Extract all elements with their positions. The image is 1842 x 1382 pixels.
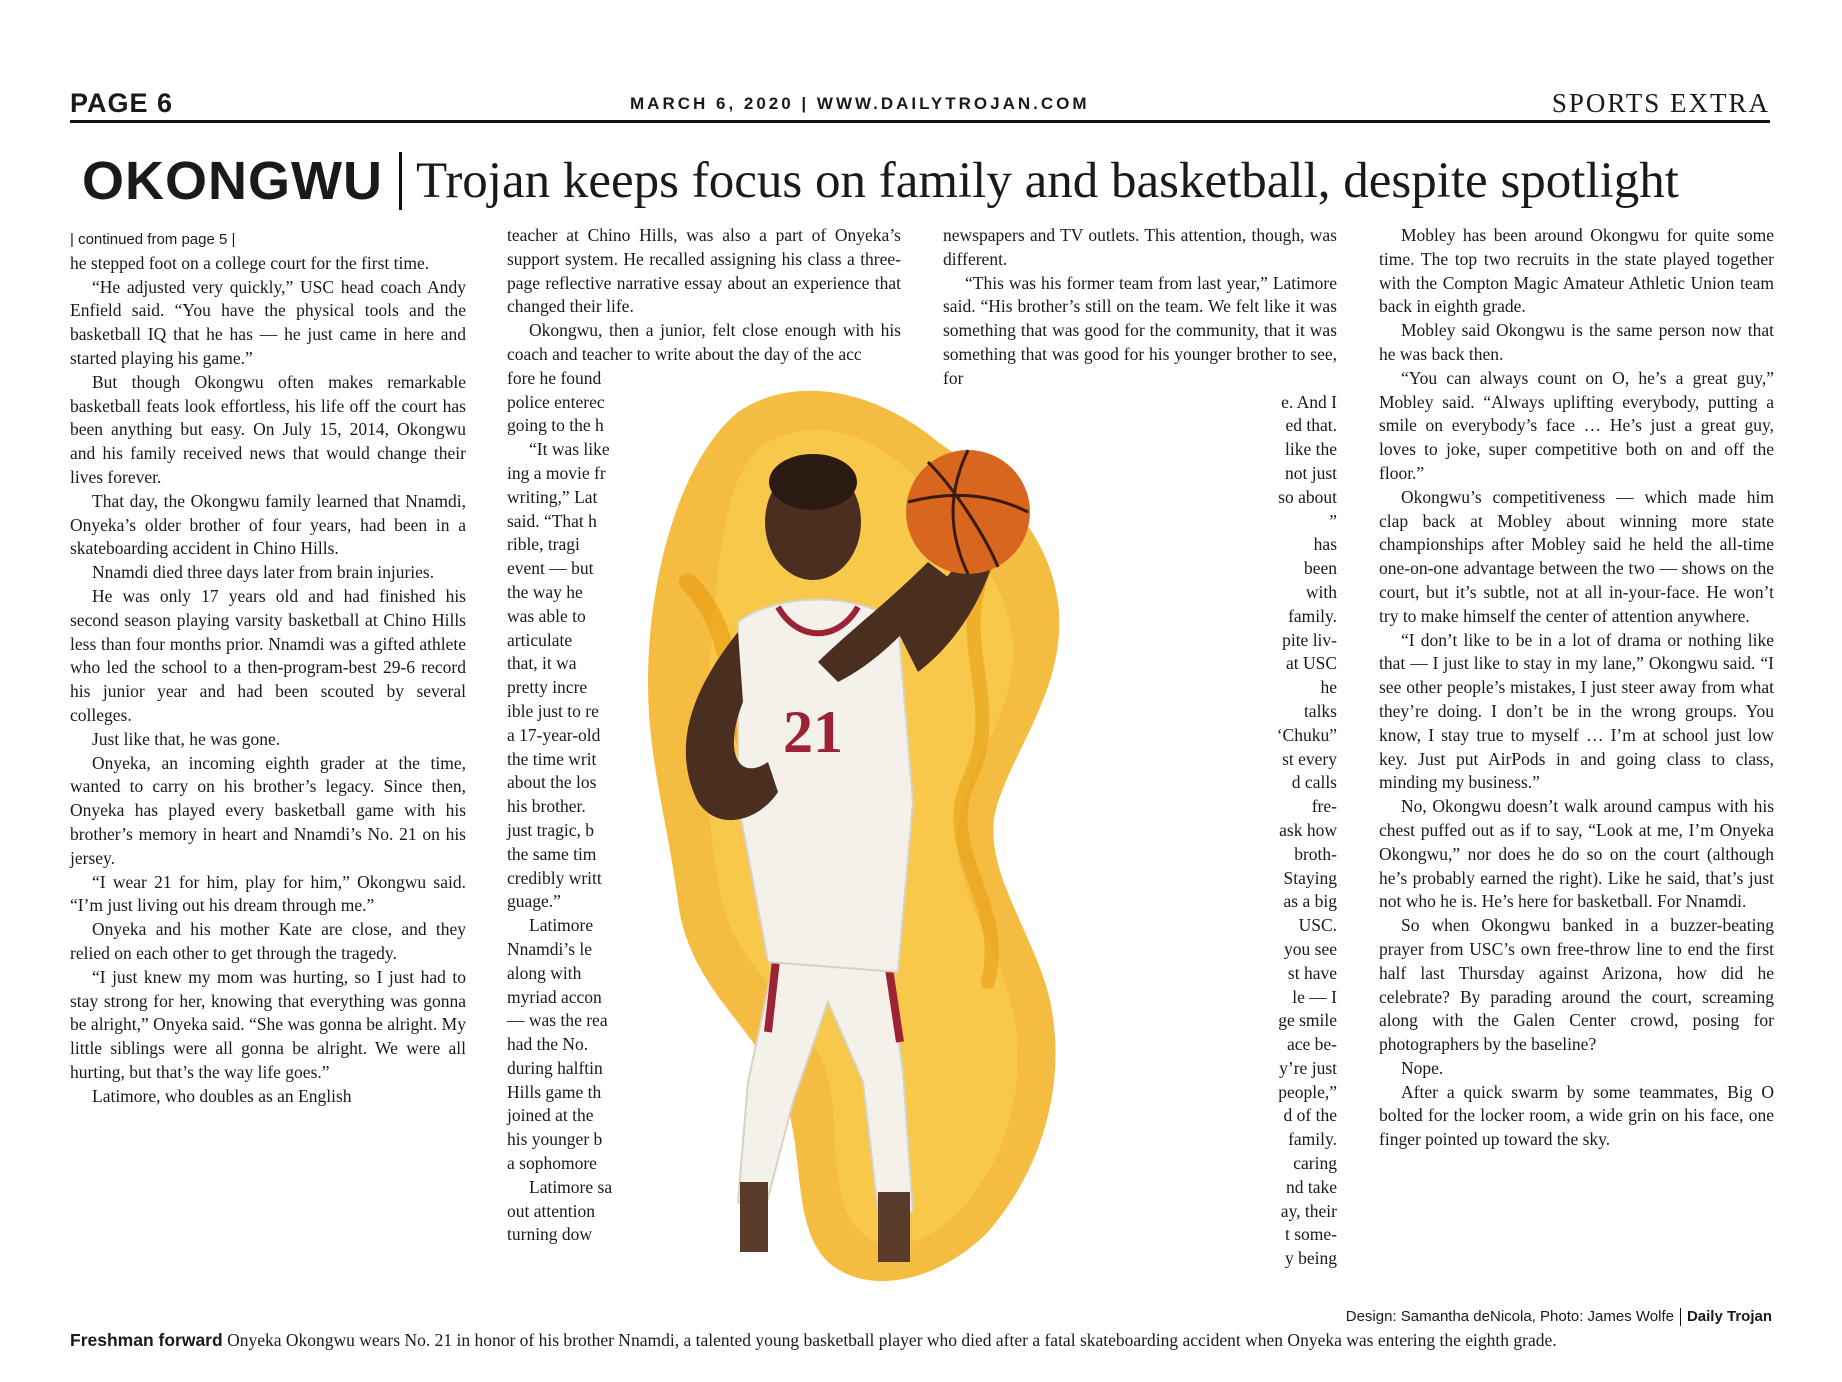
- text-line: family.: [1288, 1129, 1337, 1150]
- text-line: with: [1305, 581, 1337, 602]
- text-line: said. “That h: [507, 510, 597, 531]
- text-line: caring: [1293, 1153, 1337, 1174]
- text-line: as a big: [1283, 891, 1337, 912]
- paragraph: “He adjusted very quickly,” USC head coach Andy Enfield said. “You have the physical tools and the basketball IQ that he has — he just came in here and started playing his game.”: [70, 276, 466, 368]
- paragraph: Mobley has been around Okongwu for quite some time. The top two recruits in the state played together with the Compton Magic Amateur Athletic Union team back in eighth grade.: [1379, 225, 1774, 317]
- text-line: Latimore sa: [529, 1176, 613, 1197]
- text-line: Staying: [1283, 867, 1337, 888]
- text-line: fre-: [1311, 796, 1337, 817]
- text-line: ay, their: [1280, 1200, 1337, 1221]
- text-line: guage.”: [507, 891, 561, 912]
- text-line: pretty incre: [507, 677, 588, 698]
- text-line: along with: [507, 962, 582, 983]
- text-line: pite liv-: [1282, 629, 1337, 650]
- paragraph: But though Okongwu often makes remarkable basketball feats look effortless, his life off the court has been anything but easy. On July 15, 2014, Okongwu and his family received news that would change their lives forever.: [70, 371, 466, 487]
- photo-credit: [1346, 1308, 1772, 1326]
- text-line: credibly writt: [507, 867, 602, 888]
- text-line: he: [1320, 677, 1337, 698]
- text-line: so about: [1278, 486, 1337, 507]
- text-line: was able to: [507, 605, 586, 626]
- text-line: myriad accon: [507, 986, 602, 1007]
- text-line: that, it wa: [507, 653, 577, 674]
- paragraph: Onyeka and his mother Kate are close, and they relied on each other to get through the tragedy.: [70, 919, 466, 963]
- text-line: been: [1303, 558, 1337, 579]
- headline: [82, 150, 1679, 212]
- text-line: ed that.: [1285, 415, 1337, 436]
- text-line: “It was like: [529, 439, 610, 460]
- text-line: fore he found: [507, 367, 602, 388]
- dateline: MARCH 6, 2020 | WWW.DAILYTROJAN.COM: [630, 94, 1090, 113]
- text-line: the time writ: [507, 748, 597, 769]
- text-line: the same tim: [507, 843, 597, 864]
- text-line: family.: [1288, 605, 1337, 626]
- text-line: articulate: [507, 629, 573, 650]
- text-line: people,”: [1278, 1081, 1337, 1102]
- caption-lead: Freshman forward: [70, 1330, 223, 1350]
- text-line: t some-: [1284, 1224, 1337, 1245]
- text-line: has: [1313, 534, 1337, 555]
- paragraph: newspapers and TV outlets. This attention, though, was different.: [943, 225, 1337, 269]
- text-line: joined at the: [507, 1105, 594, 1126]
- header-rule: [70, 120, 1770, 123]
- text-line: y being: [1284, 1248, 1337, 1269]
- credit-paper: Daily Trojan: [1686, 1308, 1772, 1325]
- text-line: ge smile: [1278, 1010, 1337, 1031]
- text-line: ‘Chuku”: [1276, 724, 1337, 745]
- text-line: d calls: [1291, 772, 1337, 793]
- page-number: PAGE 6: [70, 88, 174, 118]
- player-photo: [628, 382, 1188, 1292]
- text-line: Nnamdi’s le: [507, 938, 593, 959]
- headline-kicker: OKONGWU: [82, 151, 383, 211]
- paragraph: Just like that, he was gone.: [92, 728, 281, 749]
- text-line: st have: [1287, 962, 1337, 983]
- text-line: ”: [1329, 510, 1337, 531]
- paragraph: So when Okongwu banked in a buzzer-beating prayer from USC’s own free-throw line to end the first half last Thursday against Arizona, how did he celebrate? By parading around the court, screaming along with the Galen Center crowd, posing for photographers by the baseline?: [1379, 915, 1774, 1055]
- paragraph: Nnamdi died three days later from brain injuries.: [92, 562, 435, 583]
- text-line: had the No.: [507, 1034, 589, 1055]
- paragraph: Okongwu’s competitiveness — which made him clap back at Mobley about winning more state championships after Mobley said he held the all-time one-on-one advantage between the two — shows on the court, but it’s subtle, not at all in-your-face. He won’t try to make himself the center of attention anywhere.: [1379, 486, 1774, 626]
- paragraph: “I don’t like to be in a lot of drama or nothing like that — I just like to stay in my lane,” Okongwu said. “I see other people’s mistakes, I just steer away from what they’re doing. I don’t be in the wrong groups. You know, I stay true to myself … I’m at school just low key. Just put AirPods in and going class to class, minding my business.”: [1379, 629, 1774, 793]
- text-line: police enterec: [507, 391, 605, 412]
- text-line: not just: [1284, 462, 1337, 483]
- text-line: a sophomore: [507, 1153, 597, 1174]
- text-line: event — but: [507, 558, 594, 579]
- headline-text: Trojan keeps focus on family and basketball, despite spotlight: [415, 153, 1679, 209]
- text-line: ask how: [1279, 819, 1337, 840]
- text-line: e. And I: [1281, 391, 1337, 412]
- text-line: rible, tragi: [507, 534, 580, 555]
- paragraph: Nope.: [1401, 1057, 1444, 1078]
- text-line: the way he: [507, 581, 583, 602]
- text-line: — was the rea: [507, 1010, 608, 1031]
- text-line: ing a movie fr: [507, 462, 606, 483]
- article-column-4: [1379, 224, 1774, 1152]
- paragraph: “I wear 21 for him, play for him,” Okongwu said. “I’m just living out his dream through me.”: [70, 871, 466, 916]
- paragraph: Latimore, who doubles as an English: [92, 1085, 352, 1106]
- continued-from-line: | continued from page 5 |: [70, 231, 236, 248]
- text-line: talks: [1303, 700, 1337, 721]
- text-line: his younger b: [507, 1129, 603, 1150]
- paragraph: No, Okongwu doesn’t walk around campus with his chest puffed out as if to say, “Look at me, I’m Onyeka Okongwu,” nor does he do so on the court (although he’s probably earned the right). Like he said, that’s just not who he is. He’s here for basketball. For Nnamdi.: [1379, 796, 1774, 912]
- paragraph: he stepped foot on a college court for the first time.: [70, 252, 430, 273]
- text-line: broth-: [1294, 843, 1337, 864]
- text-line: y’re just: [1279, 1057, 1337, 1078]
- text-line: at USC: [1285, 653, 1337, 674]
- text-line: st every: [1282, 748, 1337, 769]
- text-line: nd take: [1285, 1176, 1337, 1197]
- text-line: his brother.: [507, 796, 586, 817]
- paragraph: “You can always count on O, he’s a great guy,” Mobley said. “Always uplifting everybody, putting a smile on everybody’s face … He’s just a great guy, loves to joke, super competitive both on and off the floor.”: [1379, 367, 1774, 483]
- text-line: Latimore: [529, 915, 594, 936]
- text-line: you see: [1284, 938, 1337, 959]
- text-line: ace be-: [1286, 1034, 1337, 1055]
- jersey-number: 21: [783, 699, 843, 765]
- text-line: like the: [1285, 439, 1337, 460]
- text-line: going to the h: [507, 415, 604, 436]
- paragraph: That day, the Okongwu family learned that Nnamdi, Onyeka’s older brother of four years, had been in a skateboarding accident in Chino Hills.: [70, 490, 466, 559]
- paragraph: “This was his former team from last year,” Latimore said. “His brother’s still on the team. We felt like it was something that was good for the community, that it was something that was good for his younger brother to see, for: [943, 272, 1337, 388]
- caption-text: Onyeka Okongwu wears No. 21 in honor of his brother Nnamdi, a talented young basketball player who died after a fatal skateboarding accident when Onyeka was entering the eighth grade.: [222, 1330, 1557, 1350]
- text-line: about the los: [507, 772, 597, 793]
- paragraph: Okongwu, then a junior, felt close enough with his coach and teacher to write about the day of the acc: [507, 320, 901, 364]
- text-line: le — I: [1292, 986, 1337, 1007]
- text-line: writing,” Lat: [507, 486, 598, 507]
- credit-text: Design: Samantha deNicola, Photo: James Wolfe: [1345, 1308, 1674, 1325]
- paragraph: After a quick swarm by some teammates, Big O bolted for the locker room, a wide grin on his face, one finger pointed up toward the sky.: [1379, 1081, 1774, 1150]
- paragraph: Mobley said Okongwu is the same person now that he was back then.: [1379, 320, 1774, 364]
- paragraph: “I just knew my mom was hurting, so I just had to stay strong for her, knowing that everything was gonna be alright,” Onyeka said. “She was gonna be alright. My little siblings were all gonna be alright. We were all hurting, but that’s the way life goes.”: [70, 966, 466, 1082]
- paragraph: teacher at Chino Hills, was also a part of Onyeka’s support system. He recalled assigning his class a three-page reflective narrative essay about an experience that changed their life.: [507, 225, 901, 317]
- text-line: out attention: [507, 1200, 595, 1221]
- paragraph: Onyeka, an incoming eighth grader at the time, wanted to carry on his brother’s legacy. Since then, Onyeka has played every basketball game with his brother’s memory in heart and Nnamdi’s No. 21 on his jersey.: [70, 752, 466, 868]
- text-line: just tragic, b: [507, 819, 594, 840]
- text-line: Hills game th: [507, 1081, 602, 1102]
- text-line: turning dow: [507, 1224, 593, 1245]
- credit-divider: [1680, 1308, 1681, 1326]
- text-line: USC.: [1298, 915, 1337, 936]
- paragraph: He was only 17 years old and had finished his second season playing varsity basketball at Chino Hills less than four months prior. Nnamdi was a gifted athlete who led the school to a then-program-best 29-6 record his junior year and had been scouted by several colleges.: [70, 585, 466, 725]
- text-line: during halftin: [507, 1057, 603, 1078]
- photo-caption: [70, 1330, 1780, 1351]
- article-column-1: [70, 228, 466, 1108]
- section-name: SPORTS EXTRA: [1551, 88, 1770, 118]
- text-line: d of the: [1283, 1105, 1337, 1126]
- text-line: ible just to re: [507, 700, 599, 721]
- headline-divider: [399, 152, 402, 210]
- text-line: a 17-year-old: [507, 724, 601, 745]
